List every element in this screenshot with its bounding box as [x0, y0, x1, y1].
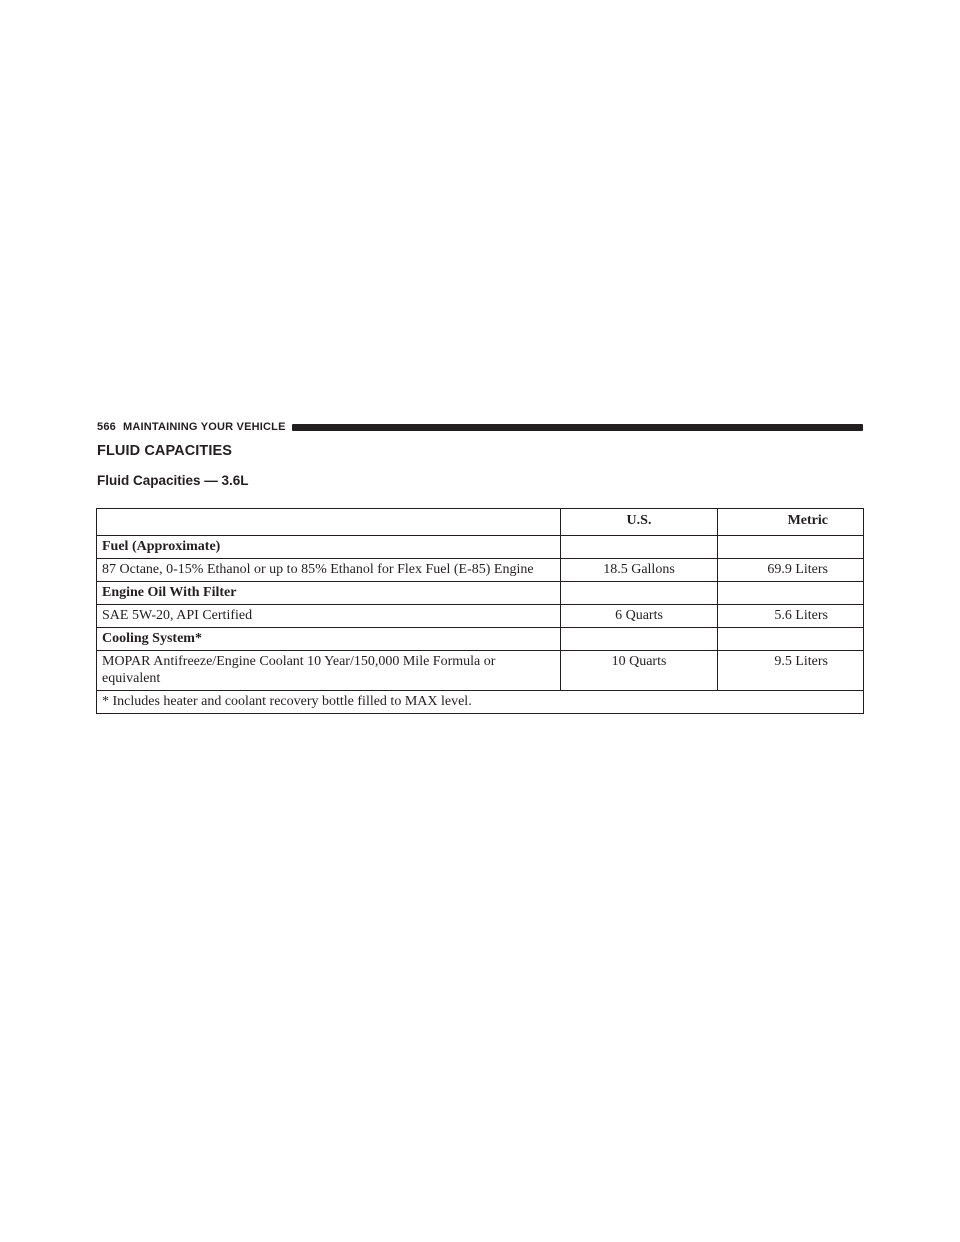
row-label: MOPAR Antifreeze/Engine Coolant 10 Year/150,000 Mile Formula or equivalent — [97, 651, 561, 691]
table-row — [97, 559, 864, 582]
row-metric — [718, 536, 864, 559]
table-footnote: * Includes heater and coolant recovery bottle filled to MAX level. — [97, 691, 864, 714]
row-us — [561, 628, 718, 651]
table-row — [97, 582, 864, 605]
page-title: FLUID CAPACITIES — [97, 443, 233, 459]
table-row — [97, 628, 864, 651]
row-label: SAE 5W-20, API Certified — [97, 605, 561, 628]
table-row — [97, 605, 864, 628]
row-metric — [718, 628, 864, 651]
page-number: 566 — [97, 421, 116, 433]
table-title: Fluid Capacities — 3.6L — [97, 473, 249, 488]
table-row — [97, 536, 864, 559]
header-cell-us: U.S. — [561, 509, 718, 536]
row-metric: 69.9 Liters — [718, 559, 864, 582]
header-rule — [292, 424, 863, 431]
table-header-row — [97, 509, 864, 536]
row-us — [561, 582, 718, 605]
table-row — [97, 651, 864, 691]
header-cell-metric: Metric — [718, 509, 864, 536]
row-us: 10 Quarts — [561, 651, 718, 691]
row-us: 6 Quarts — [561, 605, 718, 628]
row-us: 18.5 Gallons — [561, 559, 718, 582]
row-metric — [718, 582, 864, 605]
row-label: Cooling System* — [97, 628, 561, 651]
row-label: 87 Octane, 0-15% Ethanol or up to 85% Ethanol for Flex Fuel (E-85) Engine — [97, 559, 561, 582]
row-metric: 9.5 Liters — [718, 651, 864, 691]
row-label: Engine Oil With Filter — [97, 582, 561, 605]
header-cell-blank — [97, 509, 561, 536]
page-header — [97, 420, 863, 434]
fluid-capacities-table — [96, 508, 864, 714]
table-footnote-row — [97, 691, 864, 714]
row-metric: 5.6 Liters — [718, 605, 864, 628]
section-title: MAINTAINING YOUR VEHICLE — [122, 421, 286, 433]
row-us — [561, 536, 718, 559]
row-label: Fuel (Approximate) — [97, 536, 561, 559]
